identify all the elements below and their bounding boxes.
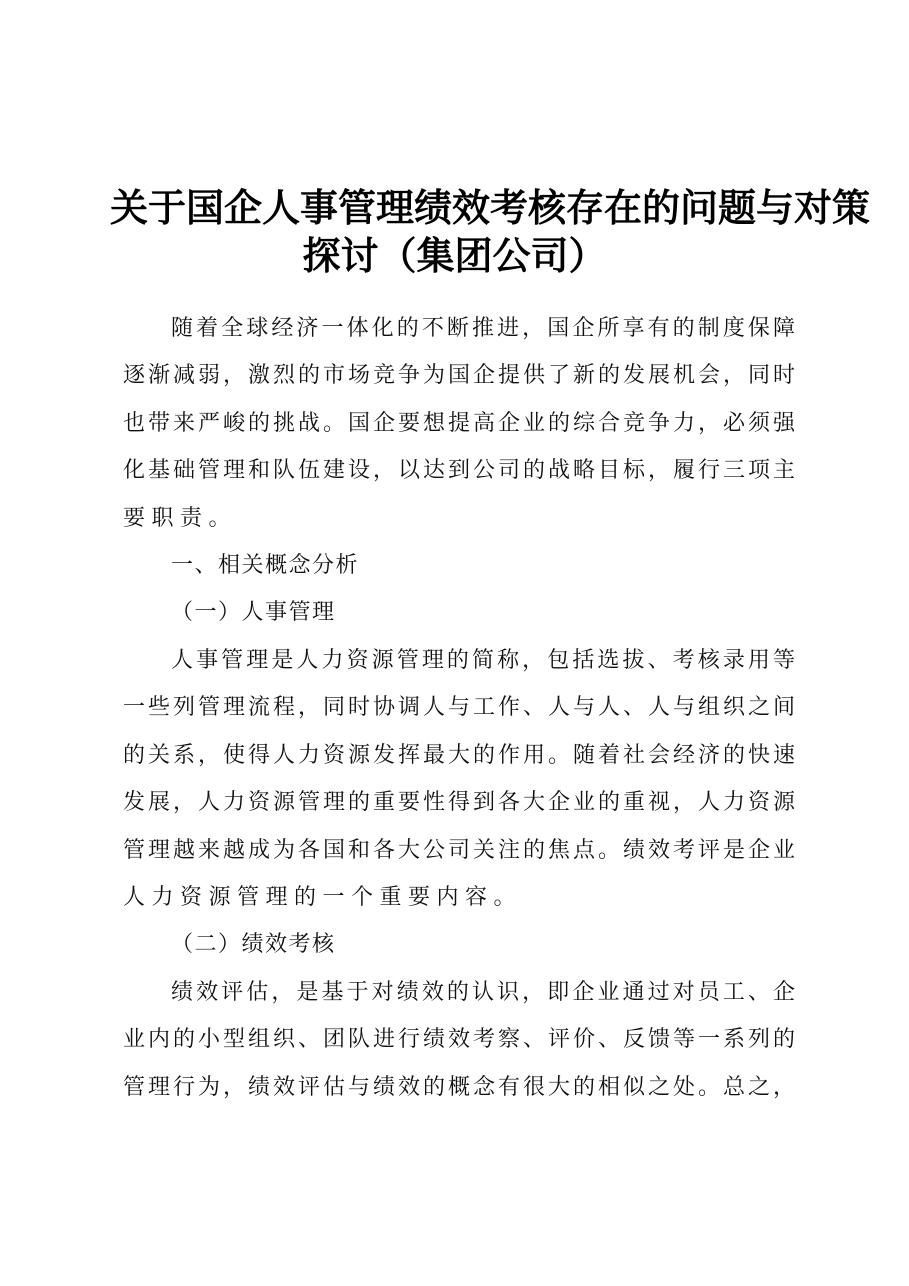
paragraph-1-line-5: 要职责。 bbox=[123, 506, 238, 531]
document-title-line-1: 关于国企人事管理绩效考核存在的问题与对策 bbox=[110, 185, 871, 230]
section-heading-1: 一、相关概念分析 bbox=[171, 553, 360, 578]
paragraph-1-line-1: 随着全球经济一体化的不断推进，国企所享有的制度保障 bbox=[171, 316, 795, 341]
document-title-line-2: 探讨（集团公司） bbox=[302, 233, 607, 278]
paragraph-3-line-1: 绩效评估，是基于对绩效的认识，即企业通过对员工、企 bbox=[171, 980, 795, 1005]
paragraph-2-line-6: 人力资源管理的一个重要内容。 bbox=[123, 885, 523, 910]
paragraph-2-line-1: 人事管理是人力资源管理的简称，包括选拔、考核录用等 bbox=[171, 648, 795, 673]
paragraph-2-line-5: 管理越来越成为各国和各大公司关注的焦点。绩效考评是企业 bbox=[123, 838, 795, 863]
paragraph-1-line-4: 化基础管理和队伍建设，以达到公司的战略目标，履行三项主 bbox=[123, 458, 795, 483]
paragraph-3-line-3: 管理行为，绩效评估与绩效的概念有很大的相似之处。总之， bbox=[123, 1075, 795, 1100]
subsection-heading-2: （二）绩效考核 bbox=[171, 932, 336, 957]
paragraph-3-line-2: 业内的小型组织、团队进行绩效考察、评价、反馈等一系列的 bbox=[123, 1027, 795, 1052]
paragraph-1-line-3: 也带来严峻的挑战。国企要想提高企业的综合竞争力，必须强 bbox=[123, 411, 795, 436]
paragraph-2-line-3: 的关系，使得人力资源发挥最大的作用。随着社会经济的快速 bbox=[123, 743, 795, 768]
paragraph-2-line-2: 一些列管理流程，同时协调人与工作、人与人、人与组织之间 bbox=[123, 695, 795, 720]
paragraph-1-line-2: 逐渐减弱，激烈的市场竞争为国企提供了新的发展机会，同时 bbox=[123, 363, 795, 388]
paragraph-2-line-4: 发展，人力资源管理的重要性得到各大企业的重视，人力资源 bbox=[123, 790, 795, 815]
subsection-heading-1: （一）人事管理 bbox=[171, 600, 336, 625]
